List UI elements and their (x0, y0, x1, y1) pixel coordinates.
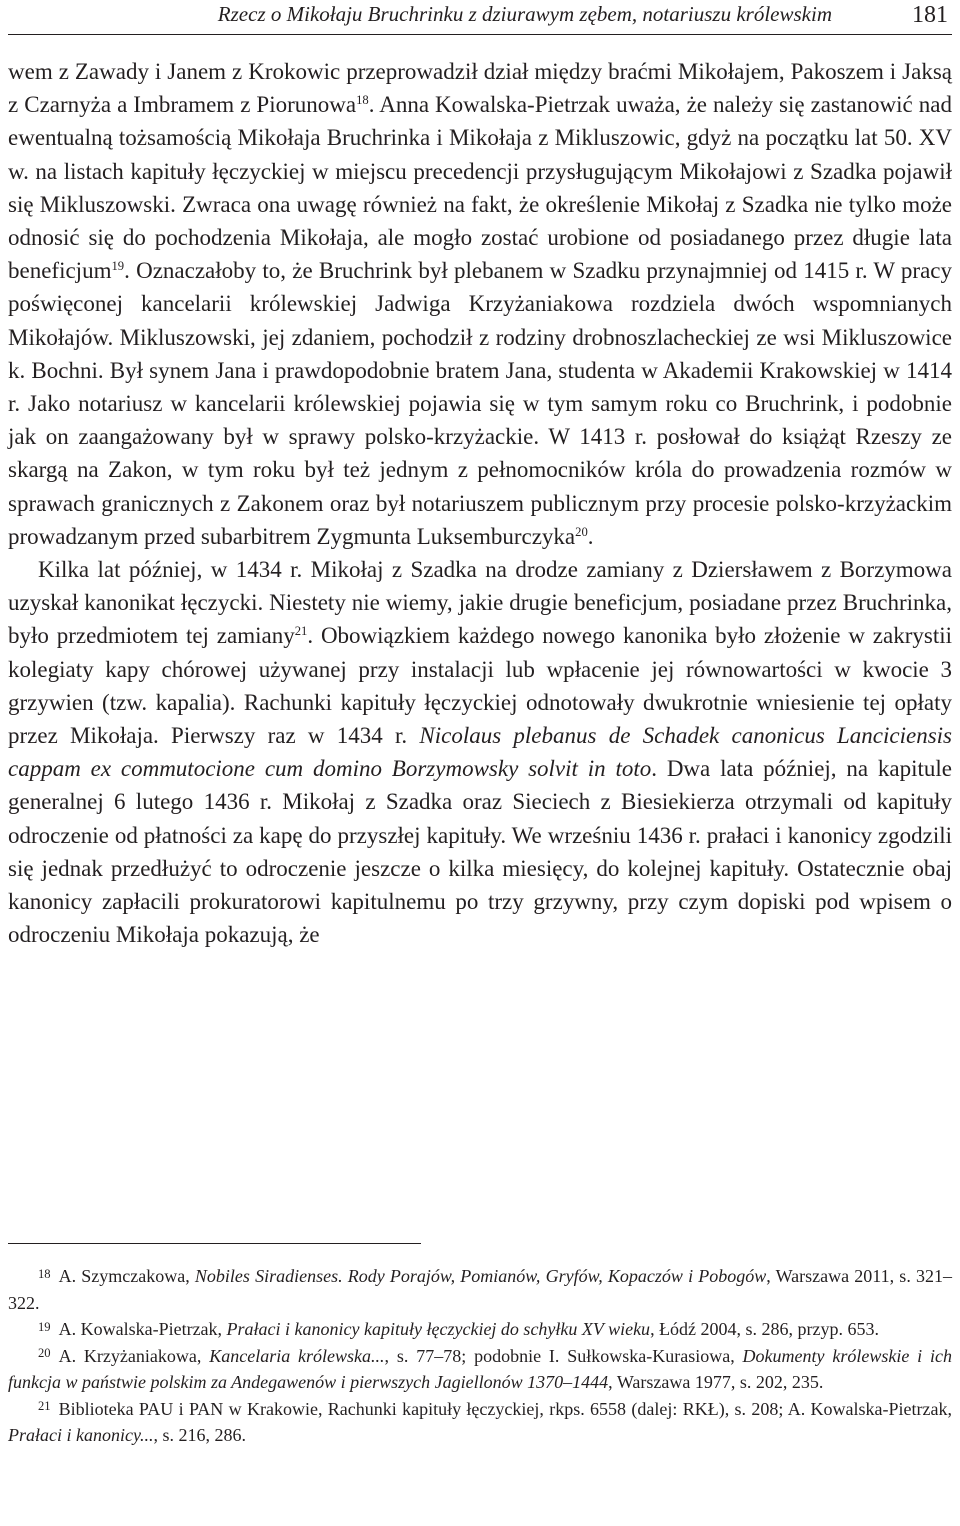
footnote-text: , Warszawa 1977, s. 202, 235. (608, 1372, 824, 1392)
footnote-text: , s. 77–78; podobnie I. Sułkowska-Kurasiowa, (384, 1345, 743, 1366)
footnote-21 (8, 1396, 952, 1449)
p1-text-4: . (587, 523, 594, 549)
p2-text-2: . Obowiązkiem każdego nowego kanonika było złożenie w zakrystii kolegiaty kapy chórowej używanej przy instalacji lub wpłacenie jej równowartości w kwocie 3 grzywien (tzw. kapalia). Rachunki kapituły łęczyckiej odnotowały dwukrotnie wniesienie tej opłaty przez Mikołaja. Pierwszy raz w 1434 r. (8, 623, 953, 749)
footnotes (8, 1263, 952, 1449)
footnote-title: Prałaci i kanonicy kapituły łęczyckiej do schyłku XV wieku (226, 1319, 651, 1339)
footnote-18 (8, 1263, 952, 1316)
header-rule (8, 34, 952, 35)
footnote-20 (8, 1343, 952, 1396)
footnote-text: , Łódź 2004, s. 286, przyp. 653. (650, 1319, 880, 1339)
footnote-title: Dokumenty królewskie i ich funkcja w państwie polskim za Andegawenów i pierwszych Jagiellonów 1370–1444 (8, 1345, 952, 1392)
footnote-title: Prałaci i kanonicy... (8, 1425, 154, 1445)
p1-text-2: . Anna Kowalska-Pietrzak uważa, że należy się zastanowić nad ewentualną tożsamością Mikołaja Bruchrinka i Mikołaja z Mikluszowic, gdyż na początku lat 50. XV w. na listach kapituły łęczyckiej w miejscu precedencji przysługującym Mikołajowi z Szadka pojawił się Mikluszowski. Zwraca ona uwagę również na fakt, że określenie Mikołaj z Szadka nie tylko może odnosić się do pochodzenia Mikołaja, ale mogło zostać urobione od posiadanego przez długie lata beneficjum (8, 92, 952, 284)
footnote-text: , s. 216, 286. (153, 1425, 246, 1445)
footnote-number: 19 (38, 1319, 51, 1334)
footnote-title: Kancelaria królewska... (209, 1345, 385, 1366)
footnote-text: A. Kowalska-Pietrzak, (58, 1319, 227, 1339)
footnote-19 (8, 1316, 952, 1343)
footnote-ref-19[interactable]: 19 (111, 259, 125, 273)
p2-text-3: . Dwa lata później, na kapitule generalnej 6 lutego 1436 r. Mikołaj z Szadka oraz Sieciech z Biesiekierza otrzymali od kapituły odroczenie od płatności za kapę do przyszłej kapituły. We wrześniu 1436 r. prałaci i kanonicy zgodzili się jednak przedłużyć to odroczenie jeszcze o kilka miesięcy, do kolejnej kapituły. Ostatecznie obaj kanonicy zapłacili prokuratorowi kapitulnemu po trzy grzywny, przy czym dopiski pod wpisem o odroczeniu Mikołaja pokazują, że (8, 756, 952, 948)
latin-quote: Nicolaus plebanus de Schadek canonicus Lanciciensis cappam ex commutocione cum domino Borzymowsky solvit in toto (8, 723, 952, 782)
footnote-separator (8, 1243, 421, 1244)
footnote-text: A. Krzyżaniakowa, (58, 1345, 210, 1366)
page-number: 181 (912, 2, 948, 28)
footnote-number: 18 (38, 1266, 51, 1281)
p1-text-1: wem z Zawady i Janem z Krokowic przeprowadził dział między braćmi Mikołajem, Pakoszem i Jaksą z Czarnyża a Imbramem z Piorunowa (8, 59, 952, 118)
running-title: Rzecz o Mikołaju Bruchrinku z dziurawym zębem, notariuszu królewskim (217, 2, 832, 26)
footnote-number: 20 (38, 1346, 51, 1361)
footnote-text: , Warszawa 2011, s. 321–322. (8, 1266, 952, 1313)
paragraph-1 (8, 55, 952, 553)
paragraph-2 (8, 553, 952, 951)
footnote-title: Nobiles Siradienses. Rody Porajów, Pomianów, Gryfów, Kopaczów i Pobogów (194, 1266, 767, 1286)
footnote-text: Biblioteka PAU i PAN w Krakowie, Rachunki kapituły łęczyckiej, rkps. 6558 (dalej: RKŁ), s. 208; A. Kowalska-Pietrzak, (58, 1398, 952, 1419)
main-text (8, 55, 952, 951)
footnote-number: 21 (38, 1399, 51, 1414)
footnote-ref-20[interactable]: 20 (575, 524, 588, 539)
footnote-text: A. Szymczakowa, (58, 1266, 195, 1286)
p2-text-1: Kilka lat później, w 1434 r. Mikołaj z Szadka na drodze zamiany z Dziersławem z Borzymowa uzyskał kanonikat łęczycki. Niestety nie wiemy, jakie drugie beneficjum, posiadane przez Bruchrinka, było przedmiotem tej zamiany (8, 557, 952, 649)
footnote-ref-21[interactable]: 21 (294, 624, 308, 639)
running-header (0, 0, 960, 36)
footnote-ref-18[interactable]: 18 (356, 92, 369, 107)
p1-text-3: . Oznaczałoby to, że Bruchrink był plebanem w Szadku przynajmniej od 1415 r. W pracy poświęconej kancelarii królewskiej Jadwiga Krzyżaniakowa rozdziela dwóch wspomnianych Mikołajów. Mikluszowski, jej zdaniem, pochodził z rodziny drobnoszlacheckiej ze wsi Mikluszowice k. Bochni. Był synem Jana i prawdopodobnie bratem Jana, studenta w Akademii Krakowskiej w 1414 r. Jako notariusz w kancelarii królewskiej pojawia się w tym samym roku co Bruchrink, i podobnie jak on zaangażowany był w sprawy polsko-krzyżackie. W 1413 r. posłował do książąt Rzeszy ze skargą na Zakon, w tym roku był też jednym z pełnomocników króla do prowadzenia rozmów w sprawach granicznych z Zakonem oraz był notariuszem publicznym przy procesie polsko-krzyżackim prowadzanym przed subarbitrem Zygmunta Luksemburczyka (8, 258, 952, 549)
